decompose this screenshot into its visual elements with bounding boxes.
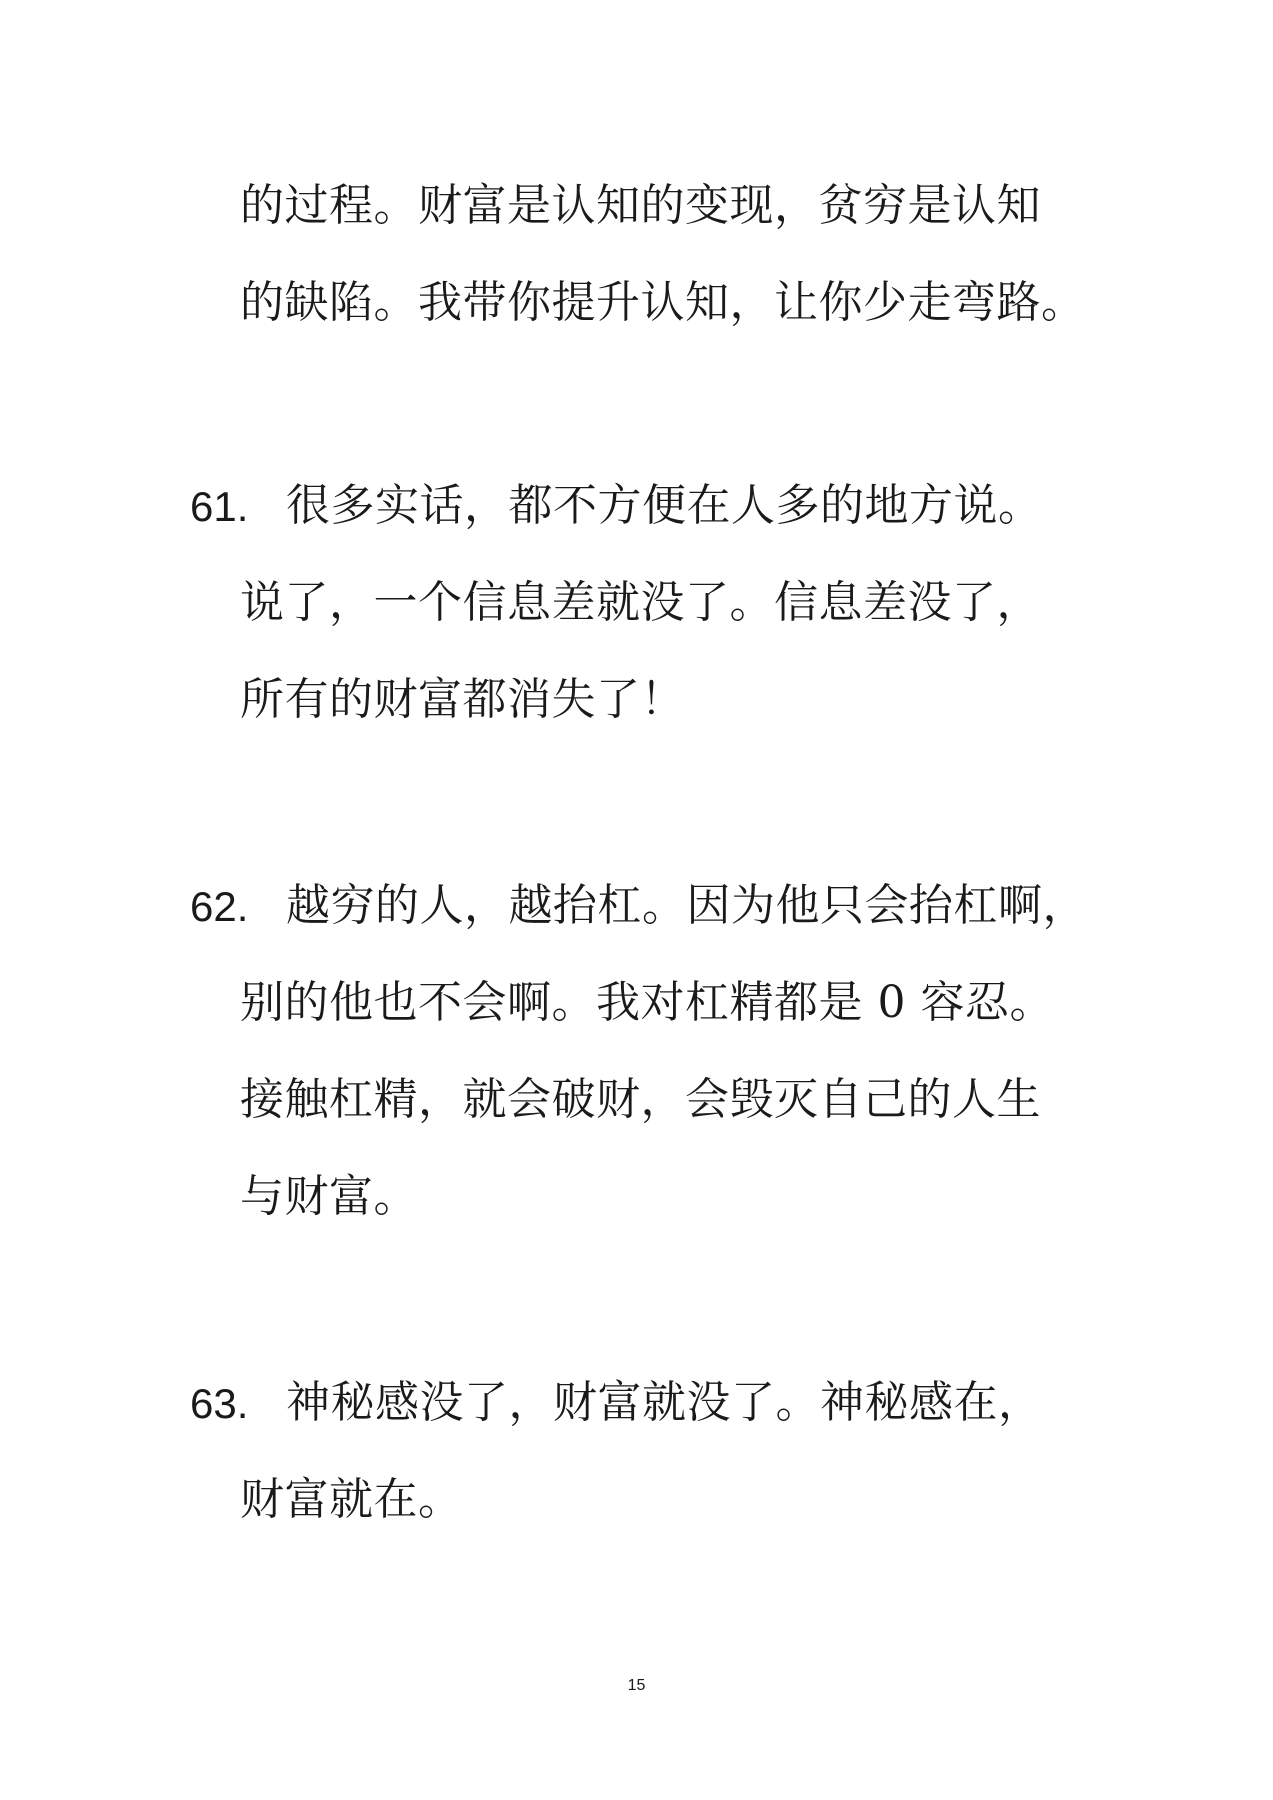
item-number: 62. xyxy=(190,883,249,930)
page-number: 15 xyxy=(627,1677,646,1694)
text-line: 的过程。财富是认知的变现，贫穷是认知 xyxy=(240,180,1041,231)
item-number: 61. xyxy=(190,483,249,530)
text-line: 神秘感没了，财富就没了。神秘感在， xyxy=(286,1377,1043,1428)
text-line: 接触杠精，就会破财，会毁灭自己的人生 xyxy=(240,1074,1041,1125)
text-line: 所有的财富都消失了！ xyxy=(240,674,685,725)
item-number: 63. xyxy=(190,1380,249,1427)
text-line: 说了，一个信息差就没了。信息差没了， xyxy=(240,577,1041,628)
text-line: 很多实话，都不方便在人多的地方说。 xyxy=(286,480,1043,531)
text-line: 与财富。 xyxy=(240,1171,418,1222)
text-line: 越穷的人，越抬杠。因为他只会抬杠啊， xyxy=(286,880,1087,931)
text-line: 财富就在。 xyxy=(240,1474,463,1525)
text-line: 别的他也不会啊。我对杠精都是 0 容忍。 xyxy=(240,977,1054,1028)
text-line: 的缺陷。我带你提升认知，让你少走弯路。 xyxy=(240,277,1086,328)
